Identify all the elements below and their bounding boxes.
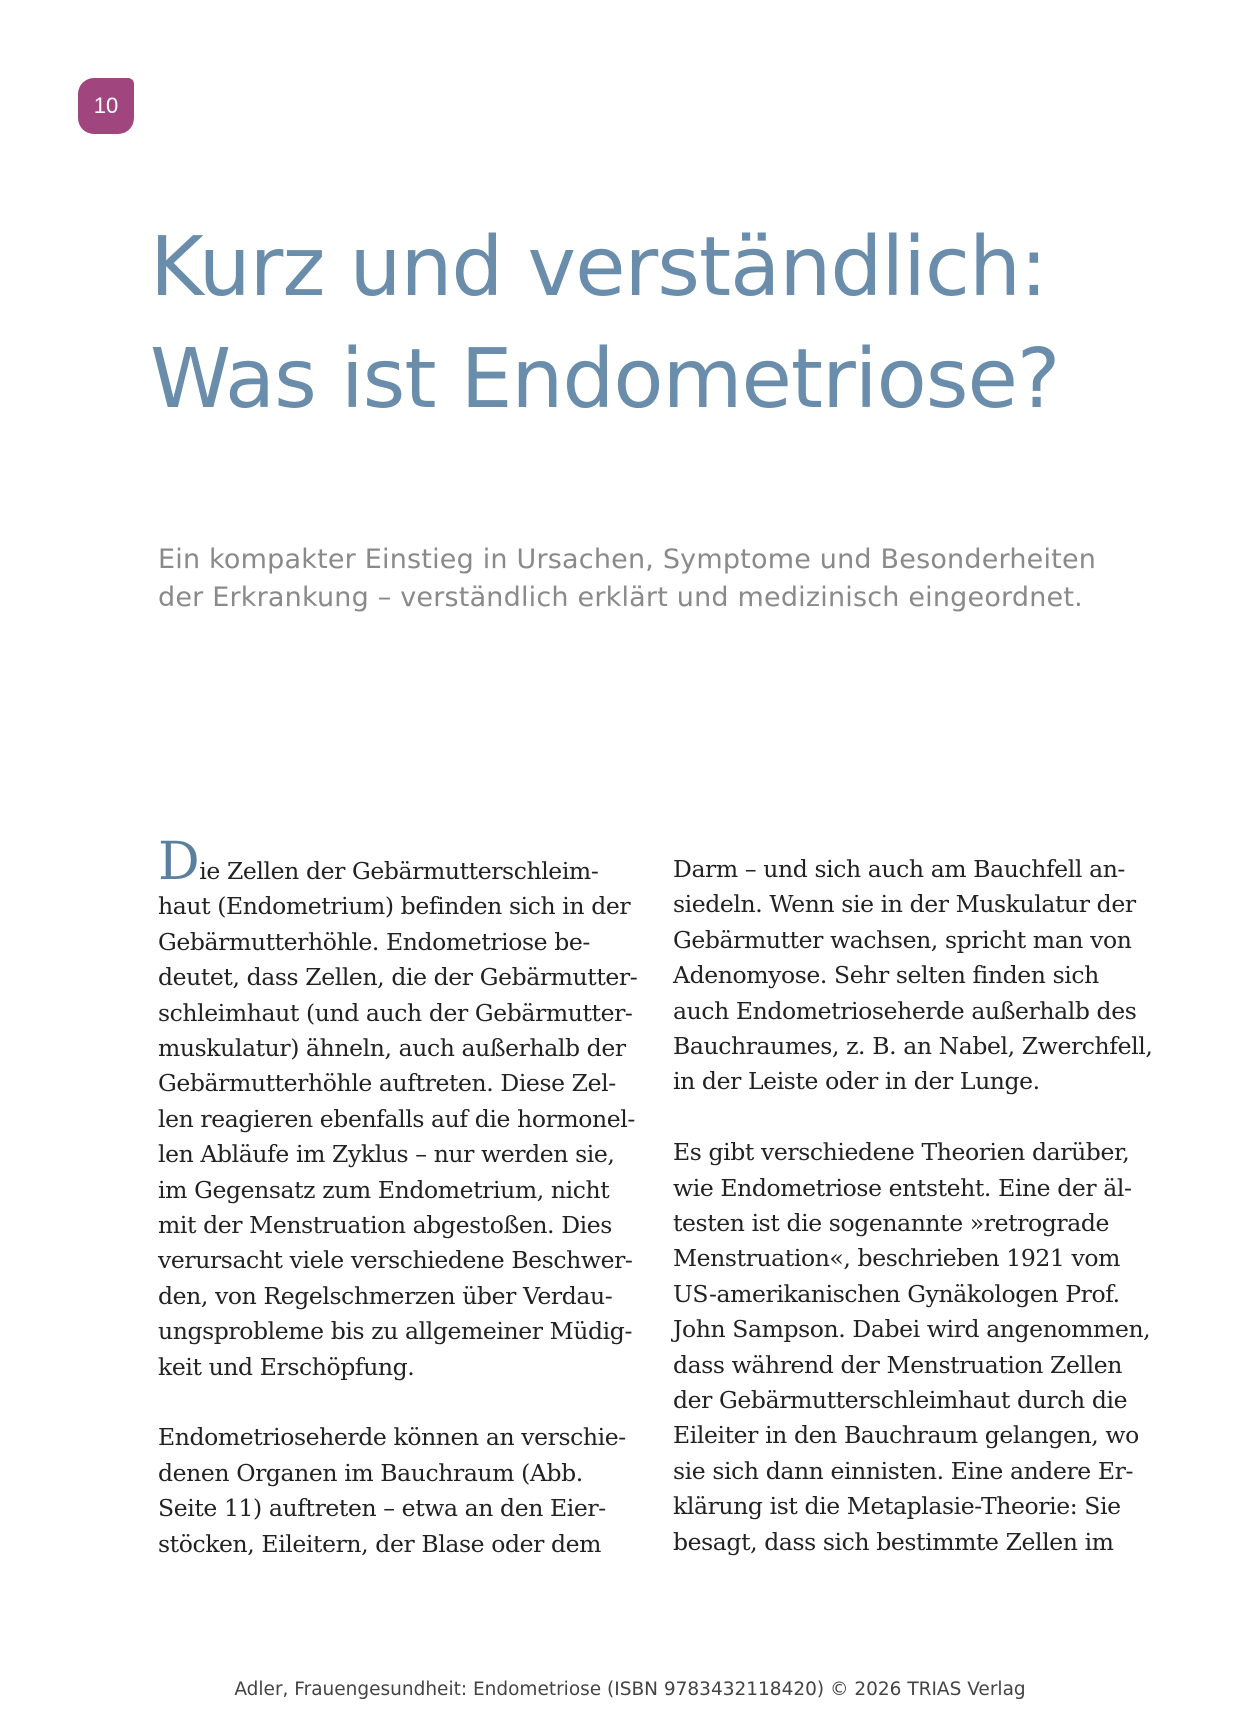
text-line: haut (Endometrium) befinden sich in der: [158, 892, 631, 921]
subtitle-line: der Erkrankung – verständlich erklärt und medizinisch eingeordnet.: [158, 582, 1083, 613]
text-line: Darm – und sich auch am Bauchfell an-: [673, 855, 1125, 883]
text-line: keit und Erschöpfung.: [158, 1352, 415, 1381]
text-line: Adenomyose. Sehr selten finden sich: [673, 961, 1099, 990]
drop-cap: D: [158, 832, 200, 892]
text-line: schleimhaut (und auch der Gebärmutter-: [158, 998, 633, 1027]
text-line: deutet, dass Zellen, die der Gebärmutter-: [158, 963, 638, 992]
copyright-footer: Adler, Frauengesundheit: Endometriose (ISBN 9783432118420) © 2026 TRIAS Verlag: [234, 1679, 1026, 1700]
left-text-column: [158, 832, 658, 1562]
text-line: Bauchraumes, z. B. an Nabel, Zwerchfell,: [673, 1032, 1153, 1061]
text-line: mit der Menstruation abgestoßen. Dies: [158, 1211, 612, 1240]
paragraph: [158, 1420, 658, 1562]
text-line: klärung ist die Metaplasie-Theorie: Sie: [673, 1492, 1121, 1521]
text-line: auch Endometrioseherde außerhalb des: [673, 996, 1137, 1025]
right-text-column: [673, 852, 1173, 1560]
text-line: John Sampson. Dabei wird angenommen,: [673, 1315, 1151, 1344]
page-number-badge: 10: [78, 78, 134, 134]
text-line: ungsprobleme bis zu allgemeiner Müdig-: [158, 1317, 632, 1346]
text-line: Es gibt verschiedene Theorien darüber,: [673, 1138, 1130, 1167]
text-line: den, von Regelschmerzen über Verdau-: [158, 1281, 613, 1310]
text-line: verursacht viele verschiedene Beschwer-: [158, 1246, 633, 1275]
text-line-rest: ie Zellen der Gebärmutterschleim-: [199, 857, 599, 885]
text-line: len Abläufe im Zyklus – nur werden sie,: [158, 1140, 615, 1169]
text-line: siedeln. Wenn sie in der Muskulatur der: [673, 890, 1136, 919]
text-line: muskulatur) ähneln, auch außerhalb der: [158, 1034, 626, 1063]
paragraph: [158, 832, 658, 1385]
text-line: Endometrioseherde können an verschie-: [158, 1423, 626, 1452]
text-line: Gebärmutter wachsen, spricht man von: [673, 925, 1132, 954]
text-line: dass während der Menstruation Zellen: [673, 1350, 1122, 1379]
text-line: im Gegensatz zum Endometrium, nicht: [158, 1175, 610, 1204]
title-line: Was ist Endometriose?: [150, 332, 1060, 427]
text-line: denen Organen im Bauchraum (Abb.: [158, 1458, 583, 1487]
page-title: [150, 212, 1150, 436]
text-line: US-amerikanischen Gynäkologen Prof.: [673, 1279, 1120, 1308]
text-line: stöcken, Eileitern, der Blase oder dem: [158, 1529, 602, 1558]
text-line: wie Endometriose entsteht. Eine der äl-: [673, 1173, 1132, 1202]
text-line: sie sich dann einnisten. Eine andere Er-: [673, 1456, 1134, 1485]
text-line: Seite 11) auftreten – etwa an den Eier-: [158, 1494, 606, 1523]
text-line: [158, 832, 658, 892]
subtitle: [158, 541, 1158, 617]
text-line: der Gebärmutterschleimhaut durch die: [673, 1386, 1128, 1415]
paragraph: [673, 852, 1173, 1100]
text-line: Gebärmutterhöhle. Endometriose be-: [158, 927, 590, 956]
text-line: len reagieren ebenfalls auf die hormonel-: [158, 1104, 635, 1133]
text-line: Menstruation«, beschrieben 1921 vom: [673, 1244, 1121, 1273]
paragraph: [673, 1135, 1173, 1560]
title-line: Kurz und verständlich:: [150, 220, 1047, 315]
subtitle-line: Ein kompakter Einstieg in Ursachen, Symptome und Besonderheiten: [158, 544, 1097, 575]
text-line: Eileiter in den Bauchraum gelangen, wo: [673, 1421, 1139, 1450]
text-line: testen ist die sogenannte »retrograde: [673, 1209, 1109, 1238]
text-line: Gebärmutterhöhle auftreten. Diese Zel-: [158, 1069, 616, 1098]
text-line: in der Leiste oder in der Lunge.: [673, 1067, 1040, 1096]
text-line: besagt, dass sich bestimmte Zellen im: [673, 1527, 1114, 1556]
